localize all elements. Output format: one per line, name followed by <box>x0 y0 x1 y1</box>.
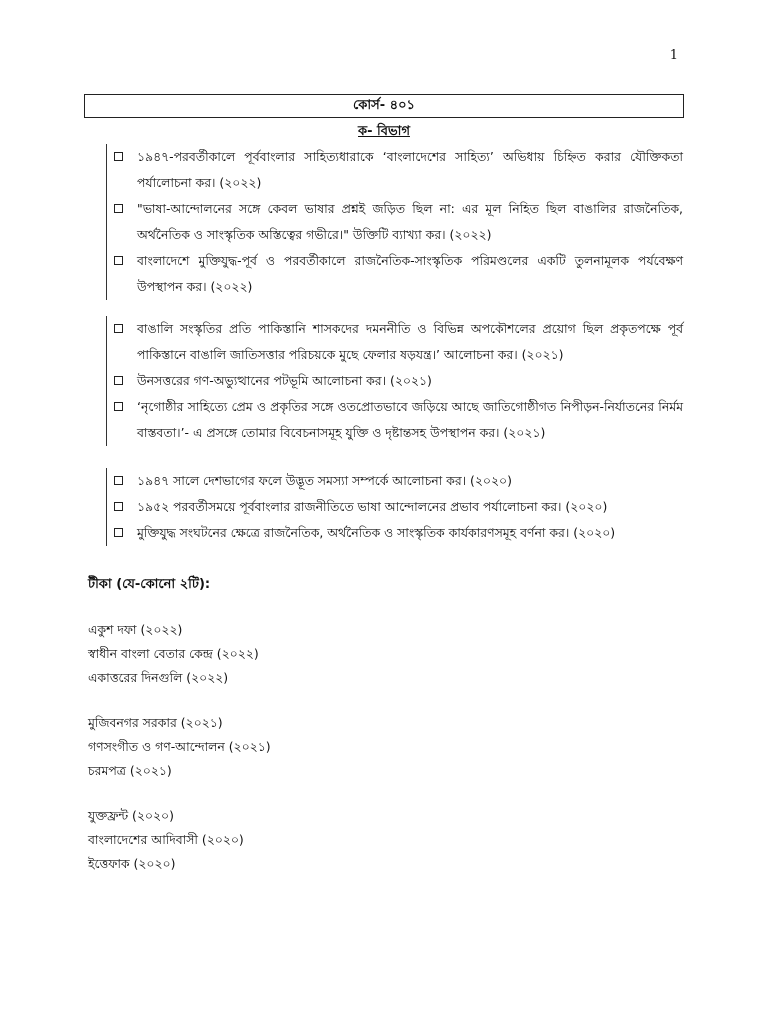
question-item <box>107 196 685 248</box>
tika-item: স্বাধীন বাংলা বেতার কেন্দ্র (২০২২) <box>88 646 259 661</box>
question-text: "ভাষা-আন্দোলনের সঙ্গে কেবল ভাষার প্রশ্নই জড়িত ছিল না: এর মূল নিহিত ছিল বাঙালির রাজনৈতিক, অর্থনৈতিক ও সাংস্কৃতিক অস্তিত্বের গভীরে।" উক্তিটি ব্যাখ্যা কর। (২০২২) <box>137 201 683 242</box>
tika-item: যুক্তফ্রন্ট (২০২০) <box>88 808 174 823</box>
tika-item: চরমপত্র (২০২১) <box>88 763 172 778</box>
question-text: মুক্তিযুদ্ধ সংঘটনের ক্ষেত্রে রাজনৈতিক, অর্থনৈতিক ও সাংস্কৃতিক কার্যকারণসমূহ বর্ণনা কর। (২০২০) <box>137 525 616 540</box>
checkbox-icon <box>114 476 123 485</box>
page-number: 1 <box>669 48 678 63</box>
tika-group-2022 <box>88 618 259 690</box>
question-text: উনসত্তরের গণ-অভ্যুত্থানের পটভূমি আলোচনা কর। (২০২১) <box>137 373 432 388</box>
checkbox-icon <box>114 204 123 213</box>
tika-group-2021 <box>88 711 271 783</box>
tika-item: একুশ দফা (২০২২) <box>88 622 183 637</box>
question-item <box>107 494 685 520</box>
question-item <box>107 368 685 394</box>
course-title: কোর্স- ৪০১ <box>353 97 415 113</box>
question-group-2021 <box>106 316 685 446</box>
checkbox-icon <box>114 402 123 411</box>
question-text: ১৯৪৭-পরবর্তীকালে পূর্ববাংলার সাহিত্যধারাকে ‘বাংলাদেশের সাহিত্য’ অভিধায় চিহ্নিত করার যৌক্তিকতা পর্যালোচনা কর। (২০২২) <box>137 149 683 190</box>
tika-item: মুজিবনগর সরকার (২০২১) <box>88 715 223 730</box>
question-text: বাঙালি সংস্কৃতির প্রতি পাকিস্তানি শাসকদের দমননীতি ও বিভিন্ন অপকৌশলের প্রয়োগ ছিল প্রকৃতপক্ষে পূর্ব পাকিস্তানে বাঙালি জাতিসত্তার পরিচয়কে মুছে ফেলার ষড়যন্ত্র।’ আলোচনা কর। (২০২১) <box>137 321 683 362</box>
question-text: ১৯৪৭ সালে দেশভাগের ফলে উদ্ভূত সমস্যা সম্পর্কে আলোচনা কর। (২০২০) <box>137 473 512 488</box>
tika-group-2020 <box>88 804 244 876</box>
question-item <box>107 468 685 494</box>
question-item <box>107 248 685 300</box>
tika-item: বাংলাদেশের আদিবাসী (২০২০) <box>88 832 244 847</box>
checkbox-icon <box>114 528 123 537</box>
question-text: বাংলাদেশে মুক্তিযুদ্ধ-পূর্ব ও পরবর্তীকালে রাজনৈতিক-সাংস্কৃতিক পরিমণ্ডলের একটি তুলনামূলক পর্যবেক্ষণ উপস্থাপন কর। (২০২২) <box>137 253 683 294</box>
question-group-2022 <box>106 144 685 300</box>
course-title-box <box>84 94 684 118</box>
checkbox-icon <box>114 152 123 161</box>
checkbox-icon <box>114 256 123 265</box>
tika-item: ইত্তেফাক (২০২০) <box>88 856 176 871</box>
question-item <box>107 144 685 196</box>
question-text: ‘নৃগোষ্ঠীর সাহিত্যে প্রেম ও প্রকৃতির সঙ্গে ওতপ্রোতভাবে জড়িয়ে আছে জাতিগোষ্ঠীগত নিপীড়ন-নির্যাতনের নির্মম বাস্তবতা।’- এ প্রসঙ্গে তোমার বিবেচনাসমূহ যুক্তি ও দৃষ্টান্তসহ উপস্থাপন কর। (২০২১) <box>137 399 683 440</box>
question-text: ১৯৫২ পরবর্তীসময়ে পূর্ববাংলার রাজনীতিতে ভাষা আন্দোলনের প্রভাব পর্যালোচনা কর। (২০২০) <box>137 499 608 514</box>
question-item <box>107 520 685 546</box>
question-item <box>107 316 685 368</box>
section-title: ক- বিভাগ <box>358 124 410 139</box>
checkbox-icon <box>114 324 123 333</box>
question-item <box>107 394 685 446</box>
tika-heading: টীকা (যে-কোনো ২টি): <box>88 577 211 592</box>
tika-item: একাত্তরের দিনগুলি (২০২২) <box>88 670 229 685</box>
tika-item: গণসংগীত ও গণ-আন্দোলন (২০২১) <box>88 739 271 754</box>
question-group-2020 <box>106 468 685 546</box>
checkbox-icon <box>114 376 123 385</box>
checkbox-icon <box>114 502 123 511</box>
